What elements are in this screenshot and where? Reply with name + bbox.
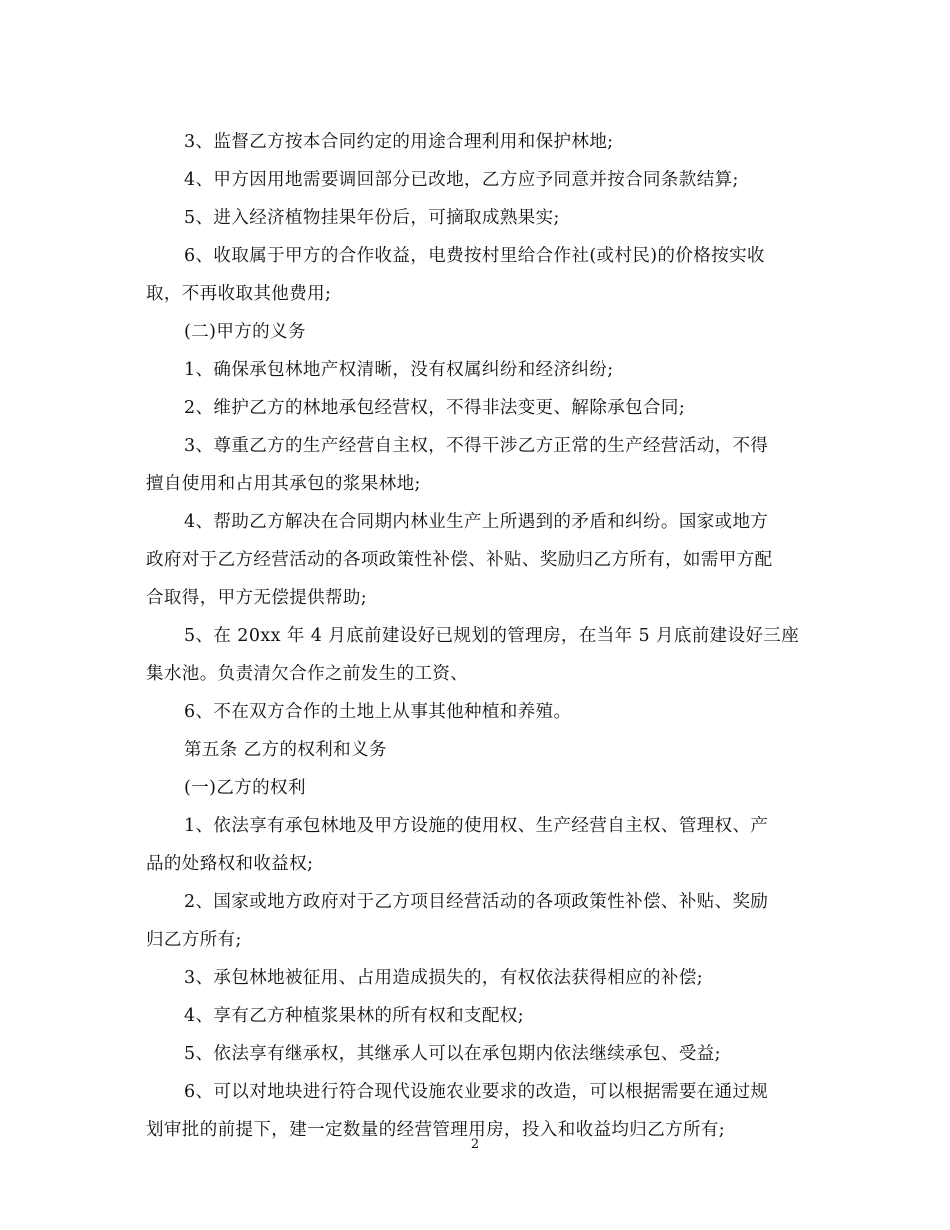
text-line: 归乙方所有; [146, 930, 242, 950]
text-line: 3、尊重乙方的生产经营自主权，不得干涉乙方正常的生产经营活动，不得 [184, 436, 769, 456]
text-line: 3、承包林地被征用、占用造成损失的，有权依法获得相应的补偿; [184, 968, 704, 988]
text-line: 1、依法享有承包林地及甲方设施的使用权、生产经营自主权、管理权、产 [184, 816, 769, 836]
text-line: 2、国家或地方政府对于乙方项目经营活动的各项政策性补偿、补贴、奖励 [184, 892, 769, 912]
text-line: 品的处臵权和收益权; [146, 854, 314, 874]
text-line: 政府对于乙方经营活动的各项政策性补偿、补贴、奖励归乙方所有，如需甲方配 [146, 550, 773, 570]
text-line: 4、甲方因用地需要调回部分已改地，乙方应予同意并按合同条款结算; [184, 170, 739, 190]
text-line: 5、进入经济植物挂果年份后，可摘取成熟果实; [184, 208, 560, 228]
text-line: 4、帮助乙方解决在合同期内林业生产上所遇到的矛盾和纠纷。国家或地方 [184, 512, 769, 532]
text-line: 合取得，甲方无偿提供帮助; [146, 588, 368, 608]
text-line: 5、依法享有继承权，其继承人可以在承包期内依法继续承包、受益; [184, 1044, 721, 1064]
text-line: 1、确保承包林地产权清晰，没有权属纠纷和经济纠纷; [184, 360, 614, 380]
text-line: 6、不在双方合作的土地上从事其他种植和养殖。 [184, 702, 572, 722]
text-line: 擅自使用和占用其承包的浆果林地; [146, 474, 421, 494]
article-heading: 第五条 乙方的权利和义务 [184, 740, 387, 760]
text-line: 划审批的前提下，建一定数量的经营管理用房，投入和收益均归乙方所有; [146, 1120, 726, 1140]
text-line: 5、在 20xx 年 4 月底前建设好已规划的管理房，在当年 5 月底前建设好三座 [184, 626, 800, 646]
section-heading: (二)甲方的义务 [184, 322, 306, 342]
text-line: 集水池。负责清欠合作之前发生的工资、 [146, 664, 469, 684]
text-line: 2、维护乙方的林地承包经营权，不得非法变更、解除承包合同; [184, 398, 686, 418]
text-line: 3、监督乙方按本合同约定的用途合理利用和保护林地; [184, 132, 614, 152]
text-line: 取，不再收取其他费用; [146, 284, 332, 304]
text-line: 4、享有乙方种植浆果林的所有权和支配权; [184, 1006, 525, 1026]
section-heading: (一)乙方的权利 [184, 778, 306, 798]
page-number: 2 [470, 1137, 480, 1152]
text-line: 6、收取属于甲方的合作收益，电费按村里给合作社(或村民)的价格按实收 [184, 246, 765, 266]
text-line: 6、可以对地块进行符合现代设施农业要求的改造，可以根据需要在通过规 [184, 1082, 769, 1102]
